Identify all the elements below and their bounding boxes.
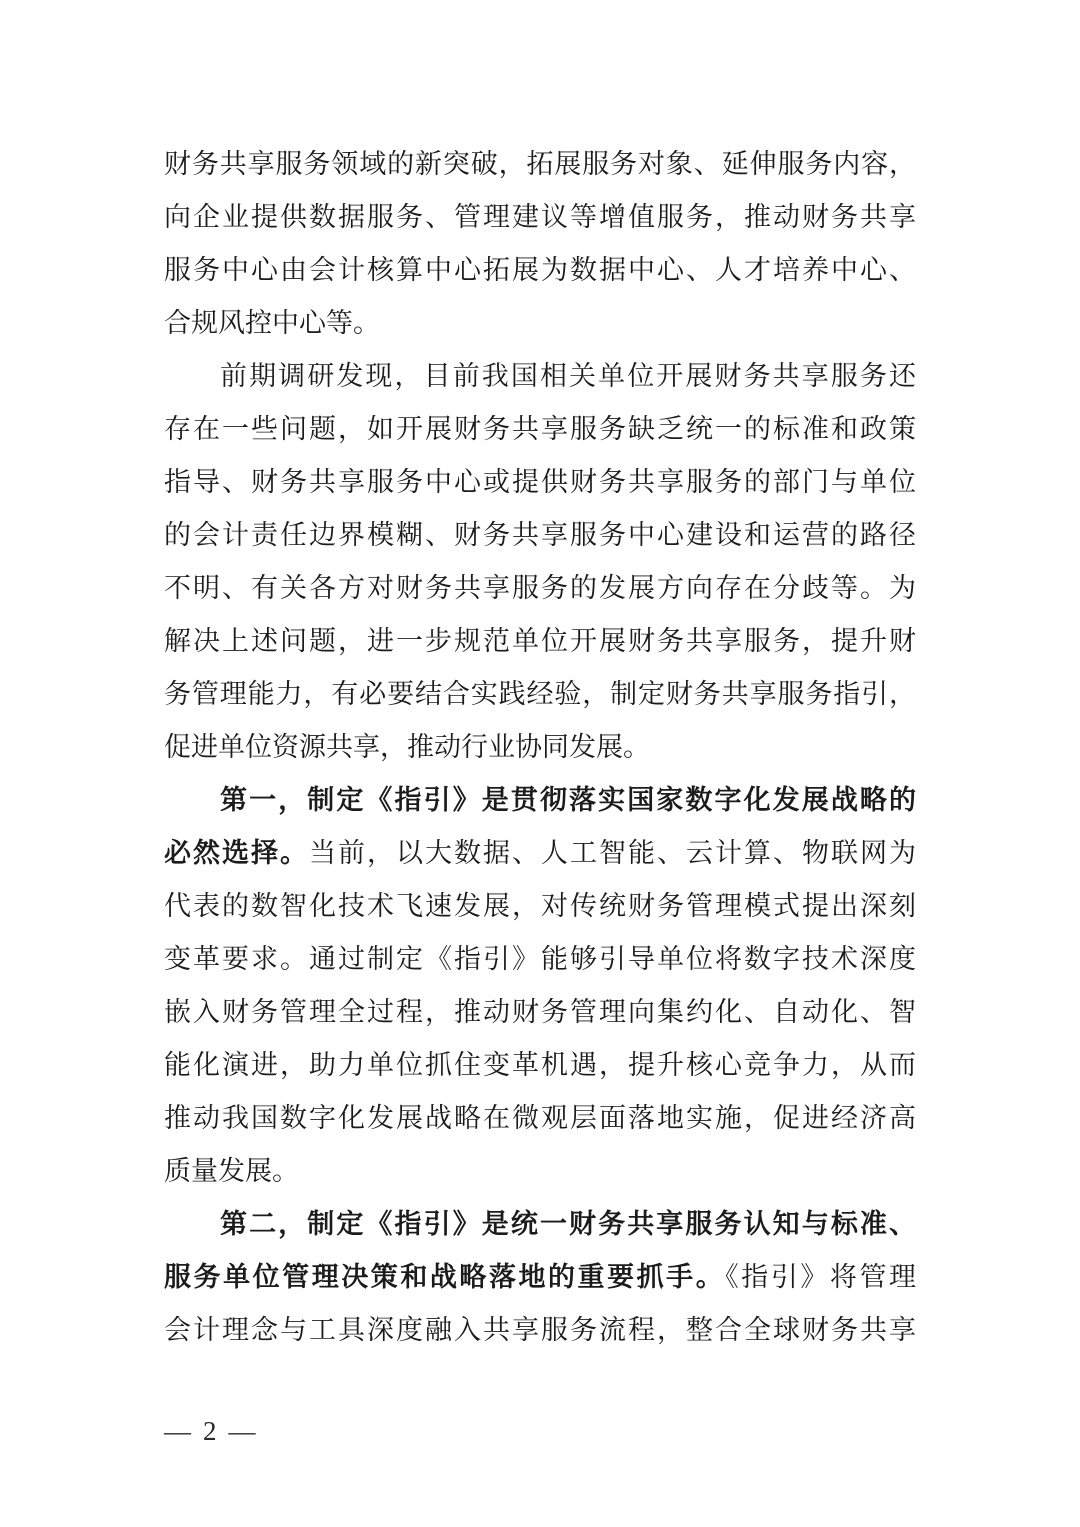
paragraph-survey-findings — [164, 350, 916, 774]
text-line — [164, 509, 916, 562]
text-line — [164, 403, 916, 456]
text-line-segment: 务管理能力，有必要结合实践经验，制定财务共享服务指引， — [164, 679, 916, 709]
text-line — [164, 456, 916, 509]
text-line-segment: 《指引》将管理 — [725, 1262, 917, 1292]
text-line-segment: 变革要求。通过制定《指引》能够引导单位将数字技术深度 — [164, 944, 916, 974]
text-line — [164, 350, 916, 403]
paragraph-continuation — [164, 138, 916, 350]
text-line — [164, 933, 916, 986]
text-line — [164, 1198, 916, 1251]
text-line — [164, 191, 916, 244]
footer-dash-left: — — [164, 1416, 191, 1446]
paragraph-point-two — [164, 1198, 916, 1357]
text-line-segment: 存在一些问题，如开展财务共享服务缺乏统一的标准和政策 — [164, 414, 916, 444]
text-line-segment: 当前，以大数据、人工智能、云计算、物联网为 — [309, 838, 916, 868]
text-line — [164, 562, 916, 615]
text-line — [164, 138, 916, 191]
page-number-footer — [164, 1416, 256, 1446]
text-line — [164, 668, 916, 721]
text-line-segment: 服务中心由会计核算中心拓展为数据中心、人才培养中心、 — [164, 255, 916, 285]
text-line-segment: 推动我国数字化发展战略在微观层面落地实施，促进经济高 — [164, 1103, 916, 1133]
text-line-bold-segment: 第一，制定《指引》是贯彻落实国家数字化发展战略的 — [220, 785, 916, 815]
text-line — [164, 880, 916, 933]
text-line-segment: 代表的数智化技术飞速发展，对传统财务管理模式提出深刻 — [164, 891, 916, 921]
text-line-bold-segment: 第二，制定《指引》是统一财务共享服务认知与标准、 — [220, 1209, 916, 1239]
text-line-segment: 合规风控中心等。 — [164, 308, 380, 338]
text-line-bold-segment: 服务单位管理决策和战略落地的重要抓手。 — [164, 1262, 726, 1292]
text-line — [164, 244, 916, 297]
text-line-segment: 前期调研发现，目前我国相关单位开展财务共享服务还 — [220, 361, 916, 391]
text-line — [164, 986, 916, 1039]
footer-dash-right: — — [228, 1416, 256, 1446]
text-line — [164, 1039, 916, 1092]
document-text — [164, 138, 916, 1357]
text-line — [164, 721, 916, 774]
text-line-segment: 质量发展。 — [164, 1156, 299, 1186]
text-line — [164, 827, 916, 880]
text-line — [164, 1304, 916, 1357]
page-number: 2 — [203, 1416, 217, 1446]
text-line — [164, 774, 916, 827]
text-line — [164, 615, 916, 668]
text-line — [164, 1145, 916, 1198]
text-line-segment: 能化演进，助力单位抓住变革机遇，提升核心竞争力，从而 — [164, 1050, 916, 1080]
text-line-segment: 促进单位资源共享，推动行业协同发展。 — [164, 732, 650, 762]
text-line-bold-segment: 必然选择。 — [164, 838, 309, 868]
text-line-segment: 嵌入财务管理全过程，推动财务管理向集约化、自动化、智 — [164, 997, 916, 1027]
text-line-segment: 财务共享服务领域的新突破，拓展服务对象、延伸服务内容， — [164, 149, 916, 179]
text-line — [164, 1092, 916, 1145]
text-line-segment: 向企业提供数据服务、管理建议等增值服务，推动财务共享 — [164, 202, 916, 232]
text-line-segment: 不明、有关各方对财务共享服务的发展方向存在分歧等。为 — [164, 573, 916, 603]
paragraph-point-one — [164, 774, 916, 1198]
text-line — [164, 1251, 916, 1304]
text-line-segment: 解决上述问题，进一步规范单位开展财务共享服务，提升财 — [164, 626, 916, 656]
text-line — [164, 297, 916, 350]
text-line-segment: 会计理念与工具深度融入共享服务流程，整合全球财务共享 — [164, 1315, 916, 1345]
text-line-segment: 的会计责任边界模糊、财务共享服务中心建设和运营的路径 — [164, 520, 916, 550]
text-line-segment: 指导、财务共享服务中心或提供财务共享服务的部门与单位 — [164, 467, 916, 497]
